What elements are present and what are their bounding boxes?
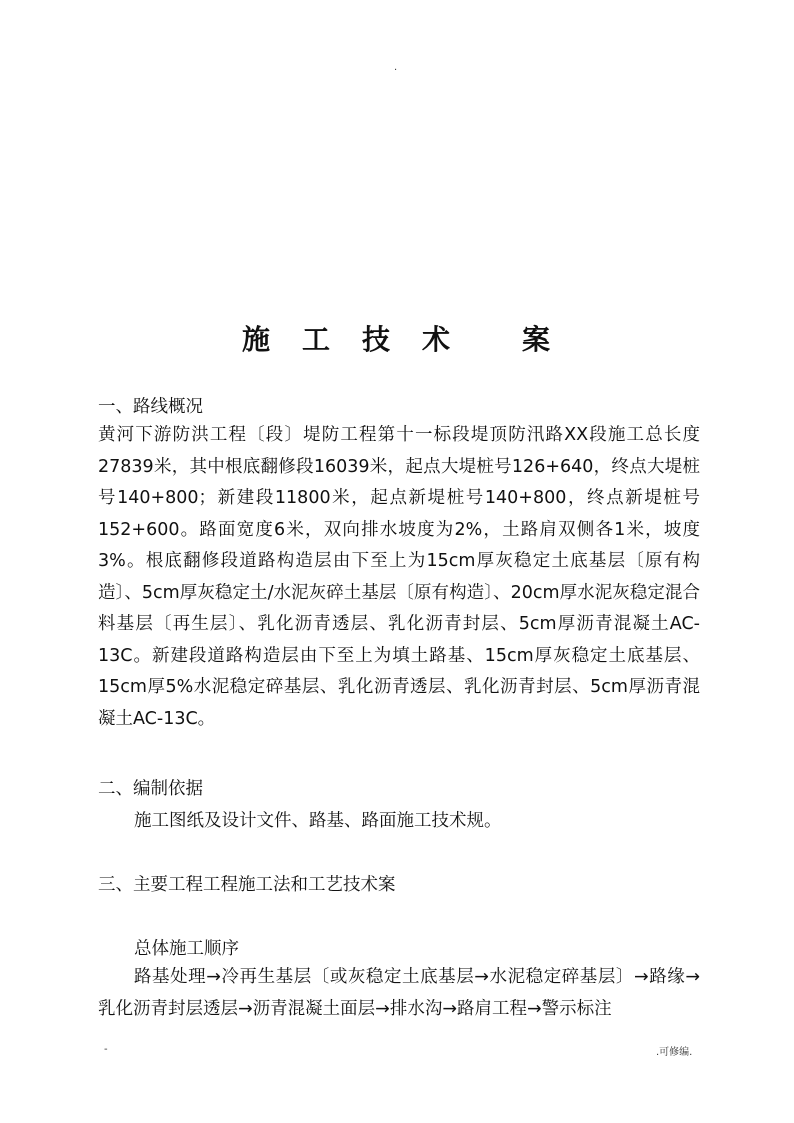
title-char: 技: [361, 323, 392, 356]
title-char: 术: [422, 323, 453, 356]
section-heading-route-overview: 一、路线概况: [98, 397, 203, 417]
footer-right-text: .可修编.: [656, 1047, 693, 1058]
sequence-paragraph: 路基处理→冷再生基层〔或灰稳定土底基层→水泥稳定碎基层〕→路缘→乳化沥青封层透层→沥青混凝土面层→排水沟→路肩工程→警示标注: [98, 967, 700, 1019]
basis-text: 施工图纸及设计文件、路基、路面施工技术规。: [134, 811, 502, 831]
footer-left-mark: -: [104, 1044, 108, 1055]
title-char: 施: [241, 323, 272, 356]
section-heading-basis: 二、编制依据: [98, 779, 203, 799]
header-mark: .: [394, 62, 398, 73]
route-overview-paragraph: 黄河下游防洪工程〔段〕堤防工程第十一标段堤顶防汛路XX段施工总长度27839米，其中根底翻修段16039米，起点大堤桩号126+640，终点大堤桩号140+800；新建段11800米，起点新堤桩号140+800，终点新堤桩号152+600。路面宽度6米，双向排水坡度为2%，土路肩双侧各1米，坡度3%。根底翻修段道路构造层由下至上为15cm厚灰稳定土底基层〔原有构造〕、5cm厚灰稳定土/水泥灰碎土基层〔原有构造〕、20cm厚水泥灰稳定混合料基层〔再生层〕、乳化沥青透层、乳化沥青封层、5cm厚沥青混凝土AC-13C。新建段道路构造层由下至上为填土路基、15cm厚灰稳定土底基层、15cm厚5%水泥稳定碎基层、乳化沥青透层、乳化沥青封层、5cm厚沥青混凝土AC-13C。: [98, 425, 700, 729]
section-heading-methods: 三、主要工程工程施工法和工艺技术案: [98, 875, 396, 895]
title-char: 案: [522, 323, 553, 356]
title-char: 工: [301, 323, 332, 356]
subheading-overall-sequence: 总体施工顺序: [134, 939, 239, 959]
page-title: [0, 318, 794, 358]
